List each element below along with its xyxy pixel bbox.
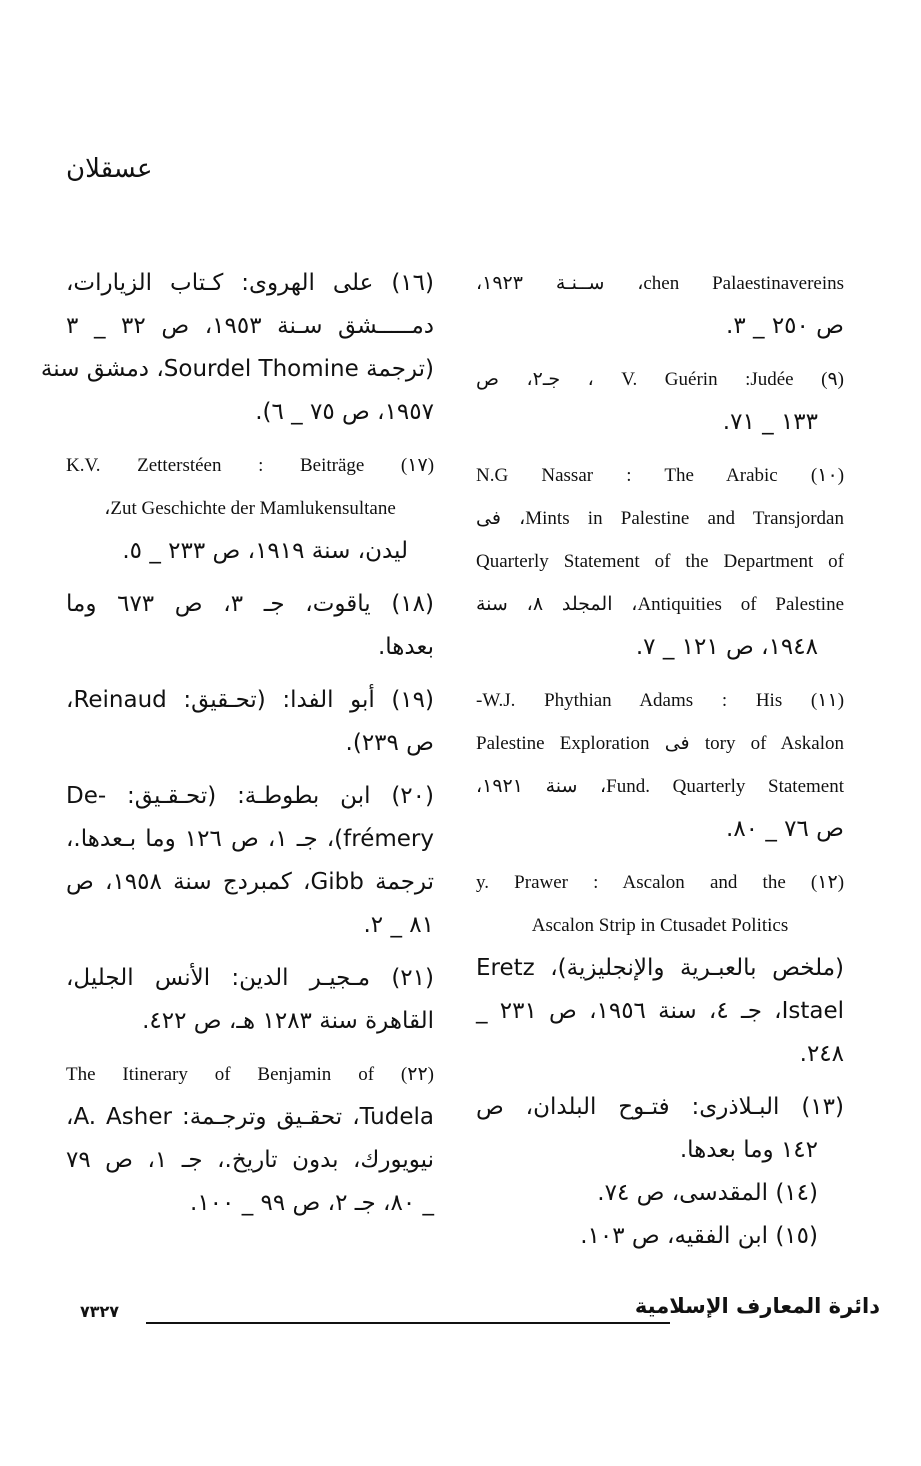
text-line: ص ٢٥٠ _ ٣.: [726, 313, 844, 339]
text-line: (١٦) على الهروى: كـتاب الزيارات،: [66, 270, 434, 296]
right-column: [476, 262, 844, 1258]
text-line: (٢٠) ابن بطوطـة: (تحـقـيق: -De: [66, 783, 434, 809]
paragraph-gap: [66, 573, 434, 583]
text-line: (١٣) البـلاذرى: فتـوح البلدان، ص: [476, 1094, 844, 1120]
page-number: ٧٣٢٧: [80, 1302, 120, 1321]
text-line: (١٩) أبو الفدا: (تحـقيق: Reinaud،: [66, 687, 434, 713]
text-line: Antiquities of Palestine، المجلد ٨، سنة: [476, 594, 845, 615]
text-line: (٩) V. Guérin :Judée ، جـ٢، ص: [476, 369, 844, 390]
text-line: (ملخص بالعبـرية والإنجليزية)، Eretz: [476, 955, 844, 981]
text-line: ١٣٣ _ ٧١.: [722, 409, 818, 435]
text-line: ليدن، سنة ١٩١٩، ص ٢٣٣ _ ٥.: [122, 538, 408, 564]
paragraph-gap: [476, 851, 844, 861]
text-line: ص ٢٣٩).: [345, 730, 434, 756]
text-line: ١٩٤٨، ص ١٢١ _ ٧.: [635, 634, 818, 660]
text-line: (١٠) N.G Nassar : The Arabic: [476, 465, 845, 486]
text-line: دمـــــشق سـنة ١٩٥٣، ص ٣٢ _ ٣: [66, 313, 435, 339]
paragraph-gap: [66, 669, 434, 679]
paragraph-gap: [66, 434, 434, 444]
text-line: (٢١) مـجيـر الدين: الأنس الجليل،: [66, 965, 434, 991]
paragraph-gap: [66, 1043, 434, 1053]
text-line: ١٤٢ وما بعدها.: [679, 1137, 818, 1163]
text-line: ٢٤٨.: [799, 1041, 844, 1067]
text-line: (٢٢) The Itinerary of Benjamin of: [66, 1064, 434, 1085]
text-line: ص ٧٦ _ ٨٠.: [726, 816, 844, 842]
footer-rule: [146, 1322, 670, 1324]
text-line: (١٨) ياقوت، جـ ٣، ص ٦٧٣ وما: [66, 591, 434, 617]
text-line: Ascalon Strip in Ctusadet Politics: [531, 915, 789, 936]
text-line: _ ٨٠، جـ ٢، ص ٩٩ _ ١٠٠.: [190, 1190, 434, 1216]
text-line: frémery)، جـ ١، ص ١٢٦ وما بـعدها.،: [66, 826, 434, 852]
text-line: نيويورك، بدون تاريخ.، جـ ١، ص ٧٩: [66, 1147, 434, 1173]
text-line: (١١) W.J. Phythian Adams : His-: [476, 690, 845, 711]
text-line: Mints in Palestine and Transjordan، فى: [476, 508, 844, 529]
text-line: (١٥) ابن الفقيه، ص ١٠٣.: [580, 1223, 818, 1249]
text-line: القاهرة سنة ١٢٨٣ هـ، ص ٤٢٢.: [142, 1008, 434, 1034]
paragraph-gap: [476, 348, 844, 358]
text-line: Istael، جـ ٤، سنة ١٩٥٦، ص ٢٣١ _: [476, 998, 844, 1024]
text-line: (١٤) المقدسى، ص ٧٤.: [597, 1180, 818, 1206]
paragraph-gap: [66, 947, 434, 957]
text-line: chen Palaestinavereins، ســنـة ١٩٢٣،: [476, 273, 845, 294]
text-line: ٨١ _ ٢.: [363, 912, 434, 938]
text-line: tory of Askalon فى Palestine Exploration: [476, 733, 844, 754]
text-line: ١٩٥٧، ص ٧٥ _ ٦).: [255, 399, 434, 425]
text-line: Quarterly Statement of the Department of: [476, 551, 844, 572]
text-line: Tudela، تحقـيق وترجـمة: A. Asher،: [66, 1104, 434, 1130]
text-line: بعدها.: [377, 634, 434, 660]
text-line: Zut Geschichte der Mamlukensultane،: [104, 498, 396, 519]
paragraph-gap: [476, 669, 844, 679]
text-line: (١٢) y. Prawer : Ascalon and the: [476, 872, 845, 893]
paragraph-gap: [66, 765, 434, 775]
text-line: Fund. Quarterly Statement، سنة ١٩٢١،: [476, 776, 844, 797]
text-line: (١٧) K.V. Zetterstéen : Beiträge: [66, 455, 435, 476]
page-footer: [80, 1294, 880, 1334]
running-title: عسقلان: [66, 154, 153, 184]
paragraph-gap: [476, 444, 844, 454]
text-line: ترجمة Gibb، كمبردج سنة ١٩٥٨، ص: [66, 869, 435, 895]
footer-title: دائرة المعارف الإسلامية: [634, 1294, 880, 1318]
text-line: (ترجمة Sourdel Thomine، دمشق سنة: [40, 356, 434, 382]
paragraph-gap: [476, 1076, 844, 1086]
left-column: [40, 262, 435, 1225]
